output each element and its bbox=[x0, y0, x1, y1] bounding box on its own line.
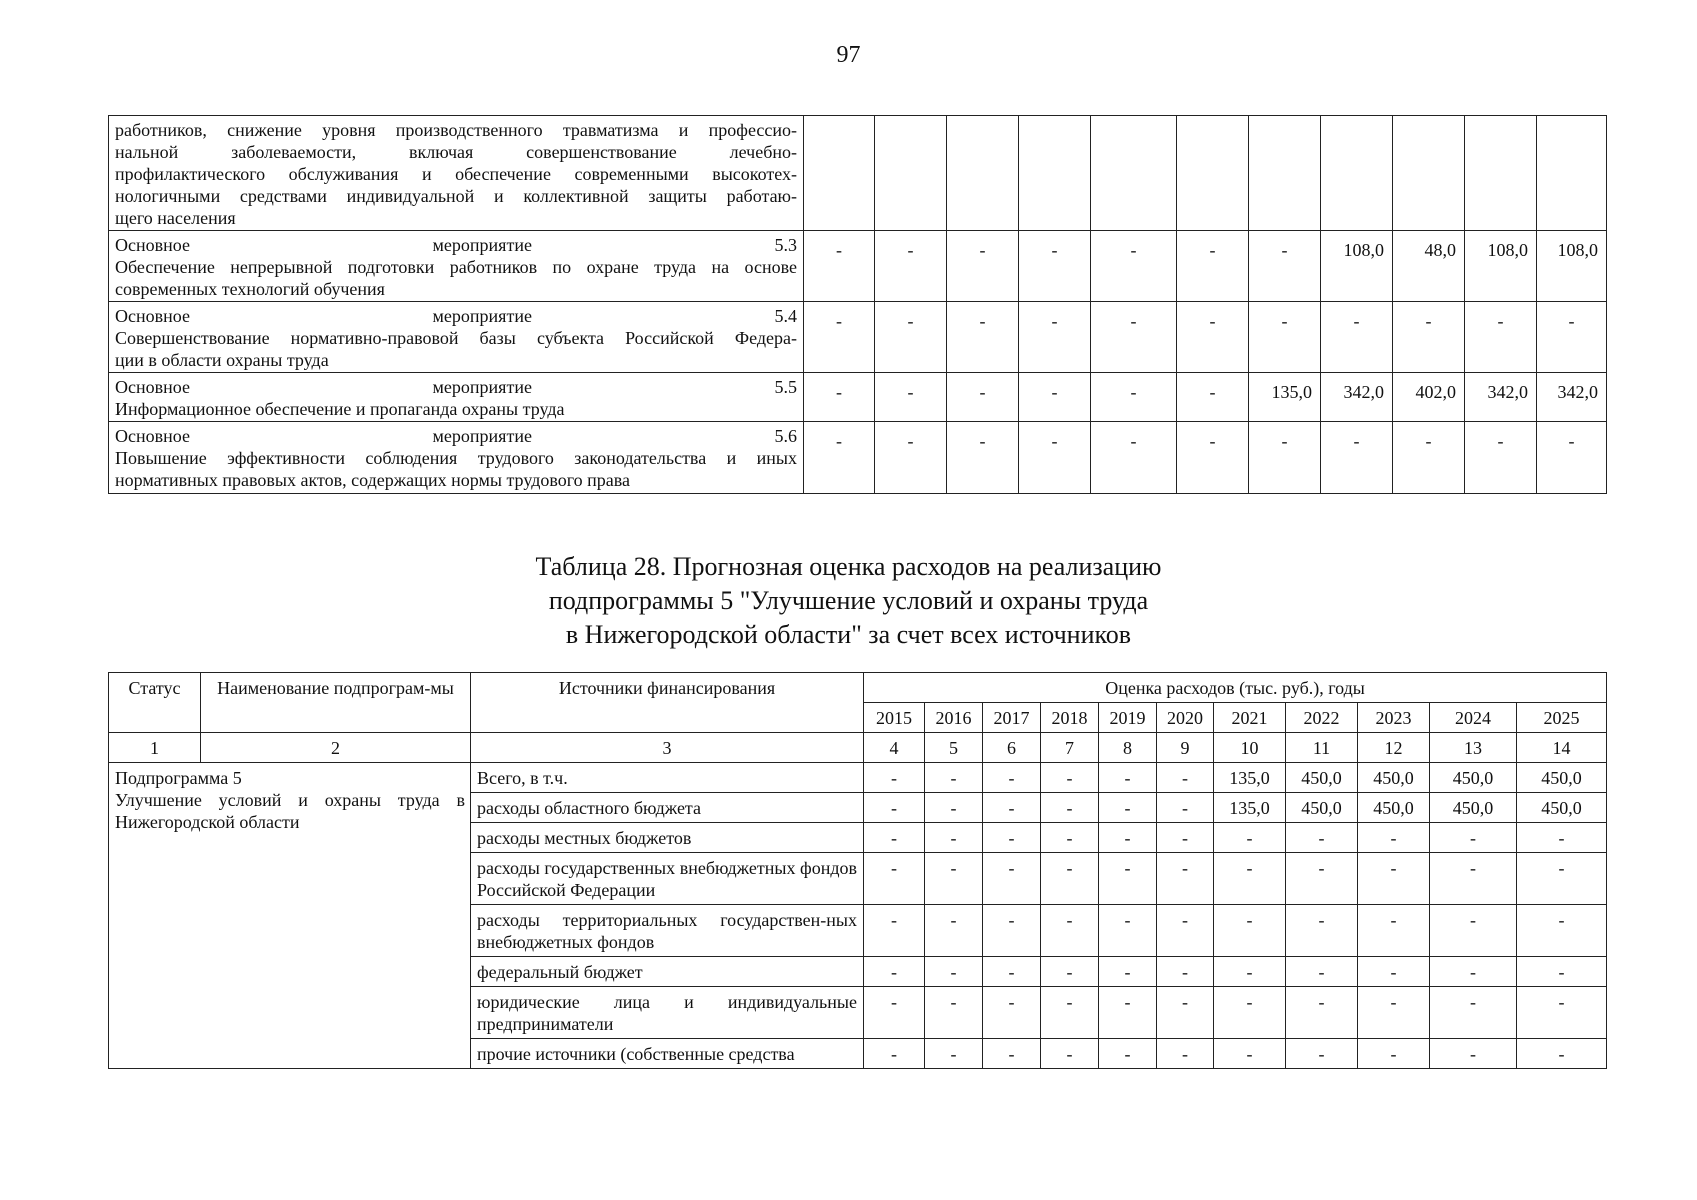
activity-value-cell: - bbox=[875, 422, 947, 494]
activity-value-cell: - bbox=[875, 231, 947, 302]
funding-value-cell: 450,0 bbox=[1358, 763, 1430, 793]
activity-row bbox=[109, 302, 1607, 373]
column-number: 8 bbox=[1099, 733, 1157, 763]
funding-value-cell: - bbox=[1286, 957, 1358, 987]
activity-value-cell: - bbox=[1249, 302, 1321, 373]
column-number: 10 bbox=[1214, 733, 1286, 763]
column-number: 11 bbox=[1286, 733, 1358, 763]
funding-source: расходы территориальных государствен-ных внебюджетных фондов bbox=[471, 905, 864, 957]
activity-value-cell: - bbox=[804, 231, 875, 302]
funding-value-cell: - bbox=[1041, 987, 1099, 1039]
activity-value-cell: - bbox=[875, 373, 947, 422]
activity-value-cell: - bbox=[1393, 302, 1465, 373]
funding-value-cell: - bbox=[925, 1039, 983, 1069]
caption-line-3: в Нижегородской области" за счет всех источников bbox=[565, 620, 1132, 649]
funding-value-cell: - bbox=[983, 987, 1041, 1039]
header-sources: Источники финансирования bbox=[471, 673, 864, 733]
activity-value-cell bbox=[947, 116, 1019, 231]
header-status: Статус bbox=[109, 673, 201, 733]
activity-value-cell: - bbox=[1249, 231, 1321, 302]
activity-value-cell: 48,0 bbox=[1393, 231, 1465, 302]
funding-value-cell: - bbox=[1358, 853, 1430, 905]
funding-value-cell: - bbox=[1214, 905, 1286, 957]
funding-source: прочие источники (собственные средства bbox=[471, 1039, 864, 1069]
funding-value-cell: - bbox=[864, 1039, 925, 1069]
funding-value-cell: - bbox=[925, 987, 983, 1039]
funding-value-cell: - bbox=[983, 853, 1041, 905]
funding-source: юридические лица и индивидуальные предприниматели bbox=[471, 987, 864, 1039]
funding-value-cell: - bbox=[1358, 823, 1430, 853]
column-number: 12 bbox=[1358, 733, 1430, 763]
funding-value-cell: 450,0 bbox=[1430, 763, 1517, 793]
funding-value-cell: - bbox=[1358, 905, 1430, 957]
activity-value-cell: - bbox=[1019, 231, 1091, 302]
funding-value-cell: - bbox=[864, 957, 925, 987]
activity-value-cell bbox=[1091, 116, 1177, 231]
activity-value-cell bbox=[1465, 116, 1537, 231]
year-header: 2022 bbox=[1286, 703, 1358, 733]
funding-source: Всего, в т.ч. bbox=[471, 763, 864, 793]
funding-value-cell: 450,0 bbox=[1517, 793, 1607, 823]
activity-text-line: нологичными средствами индивидуальной и коллективной защиты работаю- bbox=[115, 186, 797, 206]
activity-text-line: Обеспечение непрерывной подготовки работников по охране труда на основе bbox=[115, 257, 797, 277]
activity-text-line: работников, снижение уровня производственного травматизма и профессио- bbox=[115, 120, 797, 140]
funding-value-cell: - bbox=[1517, 823, 1607, 853]
activity-value-cell: 342,0 bbox=[1537, 373, 1607, 422]
year-header: 2024 bbox=[1430, 703, 1517, 733]
year-header: 2015 bbox=[864, 703, 925, 733]
funding-value-cell: - bbox=[925, 957, 983, 987]
column-number: 3 bbox=[471, 733, 864, 763]
funding-value-cell: - bbox=[1099, 793, 1157, 823]
activity-value-cell: - bbox=[1019, 422, 1091, 494]
activity-description bbox=[109, 116, 804, 231]
header-estimate: Оценка расходов (тыс. руб.), годы bbox=[864, 673, 1607, 703]
funding-value-cell: - bbox=[1041, 823, 1099, 853]
funding-value-cell: - bbox=[1517, 853, 1607, 905]
activity-value-cell: 342,0 bbox=[1465, 373, 1537, 422]
activity-text-line: Основное мероприятие 5.6 bbox=[115, 426, 797, 446]
activity-value-cell: - bbox=[1019, 302, 1091, 373]
activity-value-cell: - bbox=[1537, 302, 1607, 373]
funding-value-cell: - bbox=[864, 763, 925, 793]
funding-value-cell: - bbox=[864, 987, 925, 1039]
funding-value-cell: - bbox=[1358, 1039, 1430, 1069]
activity-text-line: нормативных правовых актов, содержащих нормы трудового права bbox=[115, 470, 631, 490]
funding-value-cell: - bbox=[1214, 1039, 1286, 1069]
caption-line-2: подпрограммы 5 "Улучшение условий и охраны труда bbox=[548, 586, 1149, 615]
activity-value-cell: - bbox=[1091, 231, 1177, 302]
activity-text-line: Основное мероприятие 5.4 bbox=[115, 306, 797, 326]
funding-value-cell: - bbox=[983, 763, 1041, 793]
funding-value-cell: 135,0 bbox=[1214, 793, 1286, 823]
funding-value-cell: - bbox=[1286, 1039, 1358, 1069]
column-number: 14 bbox=[1517, 733, 1607, 763]
activity-text-line: Повышение эффективности соблюдения трудового законодательства и иных bbox=[115, 448, 797, 468]
header-row-1 bbox=[109, 673, 1607, 703]
activities-table bbox=[108, 115, 1607, 494]
funding-value-cell: - bbox=[1430, 987, 1517, 1039]
funding-value-cell: - bbox=[983, 823, 1041, 853]
expense-forecast-table bbox=[108, 672, 1607, 1069]
activity-value-cell: - bbox=[947, 373, 1019, 422]
funding-value-cell: - bbox=[1099, 957, 1157, 987]
funding-value-cell: - bbox=[1157, 1039, 1214, 1069]
activity-value-cell: - bbox=[947, 231, 1019, 302]
caption-line-1: Таблица 28. Прогнозная оценка расходов на реализацию bbox=[535, 552, 1162, 581]
funding-value-cell: - bbox=[1041, 793, 1099, 823]
activity-value-cell bbox=[1177, 116, 1249, 231]
funding-value-cell: - bbox=[1430, 957, 1517, 987]
funding-value-cell: - bbox=[983, 1039, 1041, 1069]
activity-value-cell: - bbox=[947, 302, 1019, 373]
activity-value-cell: - bbox=[1091, 373, 1177, 422]
funding-value-cell: - bbox=[1157, 905, 1214, 957]
year-header: 2018 bbox=[1041, 703, 1099, 733]
activity-value-cell: - bbox=[1465, 422, 1537, 494]
funding-value-cell: 450,0 bbox=[1430, 793, 1517, 823]
column-number: 6 bbox=[983, 733, 1041, 763]
funding-source: расходы местных бюджетов bbox=[471, 823, 864, 853]
column-number: 4 bbox=[864, 733, 925, 763]
activity-value-cell bbox=[875, 116, 947, 231]
activity-row bbox=[109, 231, 1607, 302]
activity-value-cell bbox=[804, 116, 875, 231]
funding-value-cell: - bbox=[1157, 853, 1214, 905]
activity-value-cell bbox=[1321, 116, 1393, 231]
funding-value-cell: - bbox=[1358, 957, 1430, 987]
funding-value-cell: - bbox=[1157, 823, 1214, 853]
activity-row bbox=[109, 422, 1607, 494]
column-number: 13 bbox=[1430, 733, 1517, 763]
funding-value-cell: 450,0 bbox=[1358, 793, 1430, 823]
activity-value-cell bbox=[1249, 116, 1321, 231]
activity-value-cell: - bbox=[1177, 302, 1249, 373]
status-cell bbox=[109, 763, 471, 1069]
activity-value-cell: - bbox=[804, 373, 875, 422]
activity-text-line: Основное мероприятие 5.3 bbox=[115, 235, 797, 255]
activity-text-line: современных технологий обучения bbox=[115, 279, 385, 299]
funding-value-cell: - bbox=[925, 763, 983, 793]
year-header: 2016 bbox=[925, 703, 983, 733]
funding-value-cell: - bbox=[1099, 763, 1157, 793]
activity-description bbox=[109, 302, 804, 373]
funding-value-cell: - bbox=[1214, 853, 1286, 905]
funding-value-cell: - bbox=[1430, 823, 1517, 853]
funding-value-cell: - bbox=[1517, 957, 1607, 987]
funding-value-cell: - bbox=[1157, 987, 1214, 1039]
funding-value-cell: - bbox=[1214, 823, 1286, 853]
funding-value-cell: - bbox=[1430, 1039, 1517, 1069]
funding-value-cell: - bbox=[1099, 905, 1157, 957]
activity-value-cell: - bbox=[875, 302, 947, 373]
funding-value-cell: 450,0 bbox=[1286, 763, 1358, 793]
activity-value-cell: - bbox=[1321, 302, 1393, 373]
funding-value-cell: - bbox=[1157, 793, 1214, 823]
activity-description bbox=[109, 422, 804, 494]
activity-value-cell: - bbox=[804, 422, 875, 494]
activity-value-cell: - bbox=[1465, 302, 1537, 373]
header-name: Наименование подпрограм-мы bbox=[201, 673, 471, 733]
activity-text-line: Информационное обеспечение и пропаганда охраны труда bbox=[115, 399, 565, 419]
funding-value-cell: - bbox=[864, 905, 925, 957]
year-header: 2023 bbox=[1358, 703, 1430, 733]
activity-value-cell: - bbox=[1019, 373, 1091, 422]
activity-text-line: щего населения bbox=[115, 208, 236, 228]
activity-value-cell: - bbox=[1091, 302, 1177, 373]
funding-value-cell: - bbox=[1286, 853, 1358, 905]
activity-text-line: нальной заболеваемости, включая совершенствование лечебно- bbox=[115, 142, 797, 162]
column-number: 9 bbox=[1157, 733, 1214, 763]
funding-value-cell: - bbox=[1214, 957, 1286, 987]
funding-value-cell: - bbox=[1517, 1039, 1607, 1069]
funding-value-cell: 450,0 bbox=[1517, 763, 1607, 793]
activity-description bbox=[109, 373, 804, 422]
column-numbers-row bbox=[109, 733, 1607, 763]
activity-description bbox=[109, 231, 804, 302]
activity-value-cell: - bbox=[1537, 422, 1607, 494]
funding-value-cell: - bbox=[864, 793, 925, 823]
year-header: 2021 bbox=[1214, 703, 1286, 733]
funding-value-cell: - bbox=[1041, 853, 1099, 905]
funding-value-cell: - bbox=[925, 823, 983, 853]
activity-value-cell: - bbox=[1091, 422, 1177, 494]
page-number: 97 bbox=[836, 42, 861, 68]
activity-value-cell: - bbox=[804, 302, 875, 373]
activity-text-line: Совершенствование нормативно-правовой базы субъекта Российской Федера- bbox=[115, 328, 797, 348]
activity-value-cell: 108,0 bbox=[1537, 231, 1607, 302]
activity-value-cell: 108,0 bbox=[1465, 231, 1537, 302]
funding-value-cell: - bbox=[1041, 905, 1099, 957]
funding-value-cell: - bbox=[1517, 987, 1607, 1039]
year-header: 2019 bbox=[1099, 703, 1157, 733]
funding-value-cell: - bbox=[1041, 763, 1099, 793]
activity-text-line: ции в области охраны труда bbox=[115, 350, 329, 370]
funding-value-cell: - bbox=[1099, 823, 1157, 853]
year-header: 2017 bbox=[983, 703, 1041, 733]
column-number: 5 bbox=[925, 733, 983, 763]
funding-value-cell: - bbox=[1041, 957, 1099, 987]
funding-value-cell: - bbox=[983, 905, 1041, 957]
funding-source: расходы государственных внебюджетных фондов Российской Федерации bbox=[471, 853, 864, 905]
funding-value-cell: - bbox=[1157, 957, 1214, 987]
activity-value-cell: - bbox=[1393, 422, 1465, 494]
funding-value-cell: 135,0 bbox=[1214, 763, 1286, 793]
funding-source: федеральный бюджет bbox=[471, 957, 864, 987]
funding-value-cell: - bbox=[864, 823, 925, 853]
funding-value-cell: - bbox=[925, 853, 983, 905]
activity-value-cell: - bbox=[1177, 373, 1249, 422]
year-header: 2025 bbox=[1517, 703, 1607, 733]
column-number: 2 bbox=[201, 733, 471, 763]
funding-value-cell: - bbox=[1157, 763, 1214, 793]
activity-value-cell: 402,0 bbox=[1393, 373, 1465, 422]
funding-source: расходы областного бюджета bbox=[471, 793, 864, 823]
funding-value-cell: - bbox=[1358, 987, 1430, 1039]
activity-value-cell: 108,0 bbox=[1321, 231, 1393, 302]
table-caption bbox=[0, 550, 1697, 652]
activity-value-cell: - bbox=[1177, 231, 1249, 302]
funding-value-cell: - bbox=[1099, 987, 1157, 1039]
funding-value-cell: - bbox=[1214, 987, 1286, 1039]
funding-value-cell: - bbox=[1430, 853, 1517, 905]
funding-value-cell: - bbox=[1099, 853, 1157, 905]
funding-value-cell: - bbox=[864, 853, 925, 905]
column-number: 7 bbox=[1041, 733, 1099, 763]
funding-value-cell: - bbox=[1286, 987, 1358, 1039]
funding-value-cell: - bbox=[1099, 1039, 1157, 1069]
subprogram-name: Улучшение условий и охраны труда в Нижегородской области bbox=[115, 790, 465, 832]
status-title: Подпрограмма 5 bbox=[115, 768, 242, 788]
funding-value-cell: 450,0 bbox=[1286, 793, 1358, 823]
funding-value-cell: - bbox=[1041, 1039, 1099, 1069]
year-header: 2020 bbox=[1157, 703, 1214, 733]
funding-row bbox=[109, 763, 1607, 793]
funding-value-cell: - bbox=[1430, 905, 1517, 957]
funding-value-cell: - bbox=[925, 793, 983, 823]
activity-value-cell bbox=[1393, 116, 1465, 231]
funding-value-cell: - bbox=[1286, 905, 1358, 957]
activity-value-cell bbox=[1537, 116, 1607, 231]
activity-value-cell: 135,0 bbox=[1249, 373, 1321, 422]
activity-row bbox=[109, 116, 1607, 231]
column-number: 1 bbox=[109, 733, 201, 763]
funding-value-cell: - bbox=[983, 793, 1041, 823]
activity-value-cell: - bbox=[947, 422, 1019, 494]
funding-value-cell: - bbox=[983, 957, 1041, 987]
funding-value-cell: - bbox=[1517, 905, 1607, 957]
activity-text-line: Основное мероприятие 5.5 bbox=[115, 377, 797, 397]
activity-value-cell: - bbox=[1177, 422, 1249, 494]
activity-text-line: профилактического обслуживания и обеспечение современными высокотех- bbox=[115, 164, 797, 184]
funding-value-cell: - bbox=[1286, 823, 1358, 853]
funding-value-cell: - bbox=[925, 905, 983, 957]
activity-value-cell: 342,0 bbox=[1321, 373, 1393, 422]
activity-value-cell: - bbox=[1321, 422, 1393, 494]
activity-value-cell bbox=[1019, 116, 1091, 231]
activity-value-cell: - bbox=[1249, 422, 1321, 494]
activity-row bbox=[109, 373, 1607, 422]
